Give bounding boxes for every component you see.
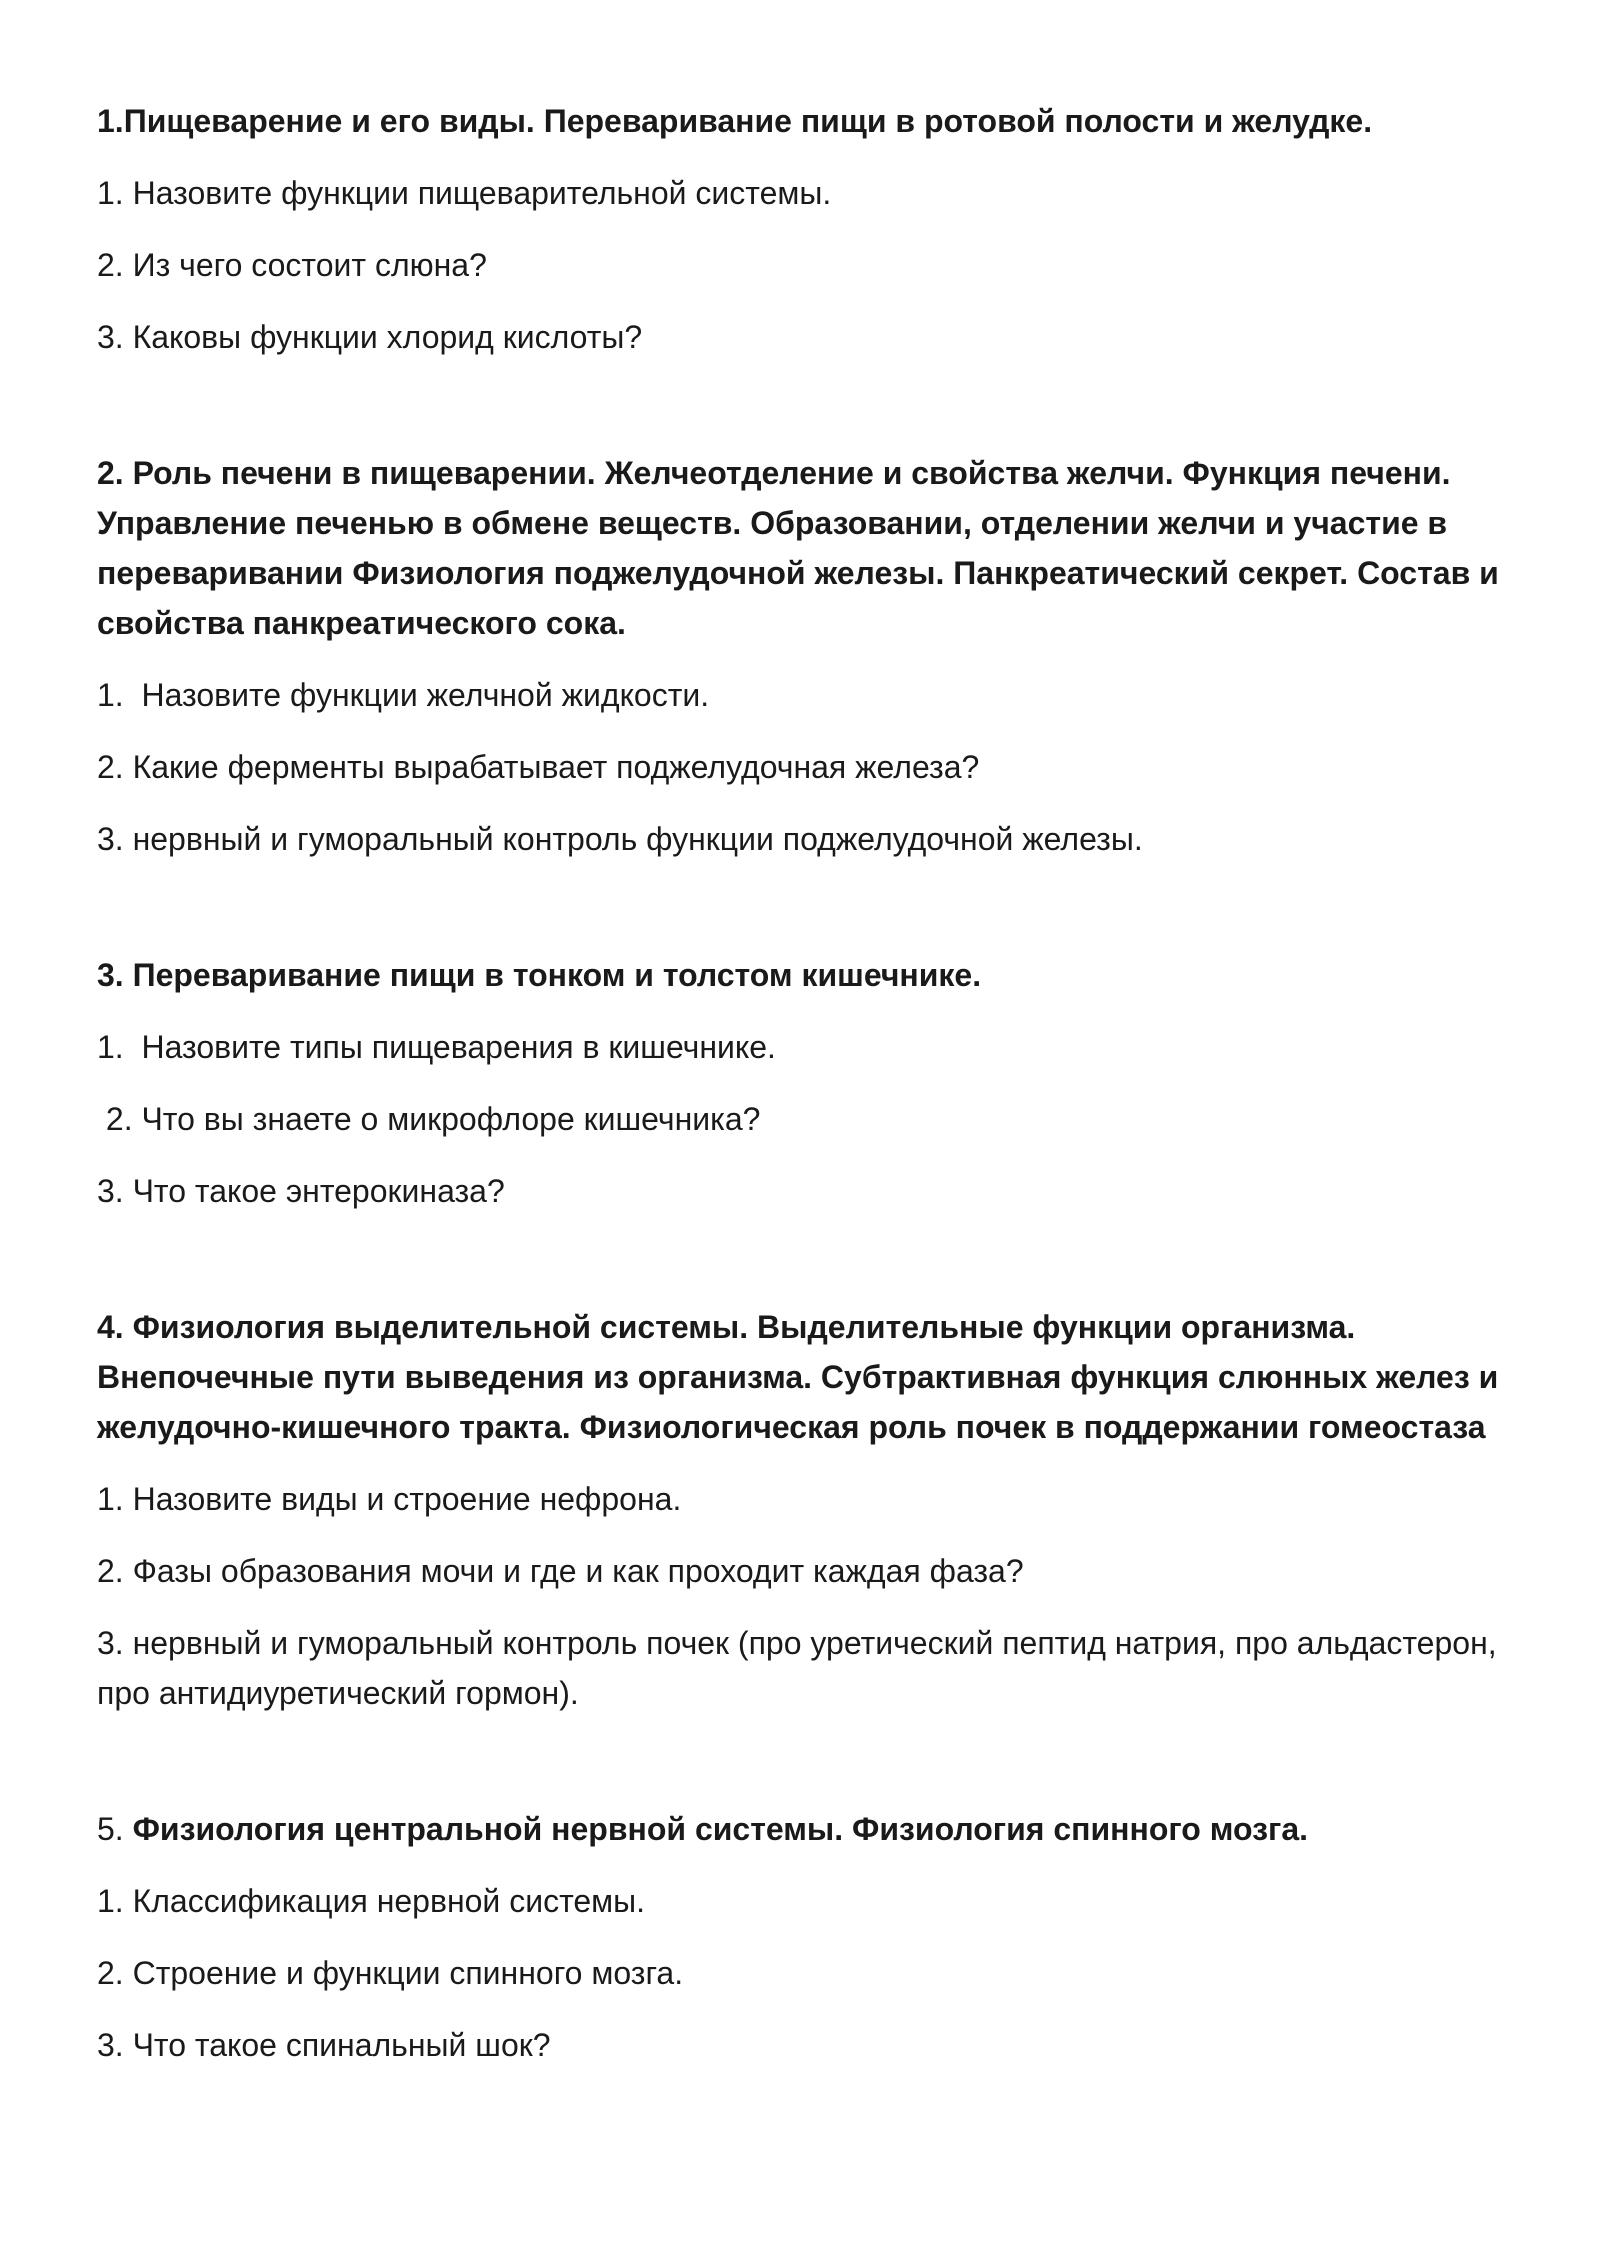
question-item: 1. Назовите функции пищеварительной системы. [97, 175, 832, 211]
section-number: 5. [97, 1811, 124, 1847]
question-item: 2. Строение и функции спинного мозга. [97, 1955, 684, 1991]
question-item: 2. Из чего состоит слюна? [97, 247, 487, 283]
section-title: 3. Переваривание пищи в тонком и толстом кишечнике. [97, 957, 982, 993]
section-title: 1.Пищеварение и его виды. Переваривание пищи в ротовой полости и желудке. [97, 103, 1373, 139]
section-1 [97, 96, 1517, 362]
question-item: 1. Классификация нервной системы. [97, 1883, 646, 1919]
question-item: 3. Что такое спинальный шок? [97, 2027, 551, 2063]
section-5 [97, 1804, 1517, 2070]
question-item: 3. нервный и гуморальный контроль функции поджелудочной железы. [97, 821, 1143, 857]
question-item: 2. Какие ферменты вырабатывает поджелудочная железа? [97, 749, 980, 785]
question-item: 3. Каковы функции хлорид кислоты? [97, 319, 643, 355]
section-2 [97, 448, 1517, 864]
section-title: 4. Физиология выделительной системы. Выделительные функции организма. Внепочечные пути выведения из организма. Субтрактивная функция слюнных желез и желудочно-кишечного тракта. Физиологическая роль почек в поддержании гомеостаза [97, 1309, 1499, 1445]
question-item: 2. Фазы образования мочи и где и как проходит каждая фаза? [97, 1553, 1024, 1589]
question-item: 3. нервный и гуморальный контроль почек (про уретический пептид натрия, про альдастерон, про антидиуретический гормон). [97, 1625, 1506, 1711]
question-item: 1. Назовите функции желчной жидкости. [97, 677, 710, 713]
question-item: 1. Назовите виды и строение нефрона. [97, 1481, 682, 1517]
question-item: 3. Что такое энтерокиназа? [97, 1173, 505, 1209]
section-title-text: Физиология центральной нервной системы. Физиология спинного мозга. [132, 1811, 1308, 1847]
section-title [97, 1804, 1517, 1854]
question-item: 2. Что вы знаете о микрофлоре кишечника? [97, 1101, 761, 1137]
section-title: 2. Роль печени в пищеварении. Желчеотделение и свойства желчи. Функция печени. Управление печенью в обмене веществ. Образовании, отделении желчи и участие в переваривании Физиология поджелудочной железы. Панкреатический секрет. Состав и свойства панкреатического сока. [97, 455, 1499, 641]
document-page [97, 96, 1517, 2156]
section-3 [97, 950, 1517, 1216]
question-item: 1. Назовите типы пищеварения в кишечнике. [97, 1029, 776, 1065]
section-4 [97, 1302, 1517, 1718]
